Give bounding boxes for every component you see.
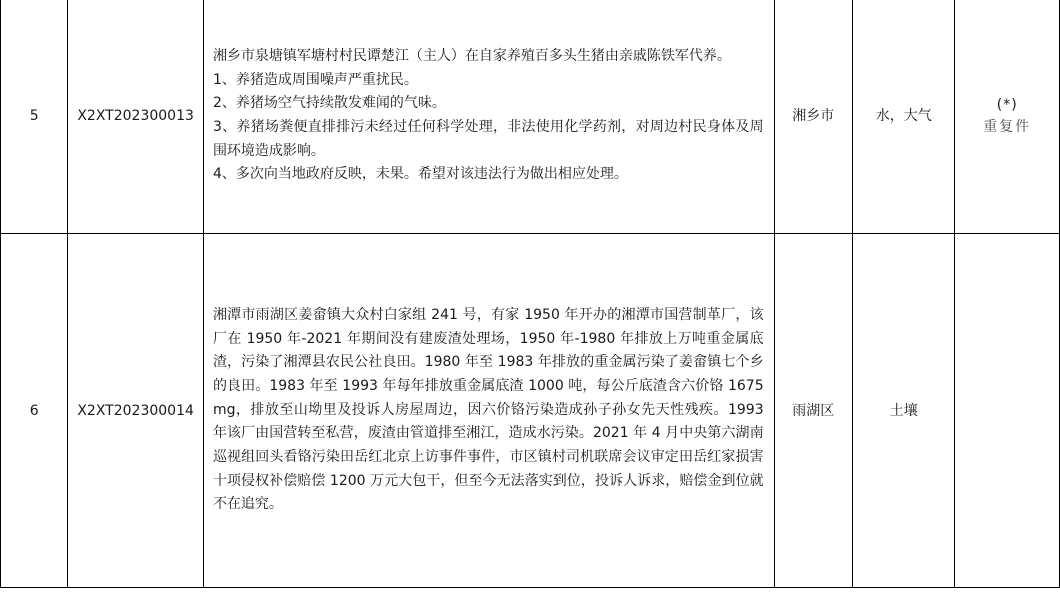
complaint-content-cell bbox=[203, 0, 774, 234]
row-number-cell: 6 bbox=[1, 234, 68, 588]
case-id-cell: X2XT202300013 bbox=[68, 0, 204, 234]
content-line: 4、多次向当地政府反映，未果。希望对该违法行为做出相应处理。 bbox=[212, 166, 628, 183]
content-line: 1、养猪造成周围噪声严重扰民。 bbox=[212, 71, 418, 88]
repeat-mark: (*) bbox=[996, 97, 1018, 113]
case-id-cell: X2XT202300014 bbox=[68, 234, 204, 588]
note-cell bbox=[955, 234, 1060, 588]
table-row bbox=[1, 234, 1060, 588]
table-row bbox=[1, 0, 1060, 234]
pollution-type-cell: 土壤 bbox=[852, 234, 954, 588]
complaint-content bbox=[204, 45, 774, 187]
region-cell: 雨湖区 bbox=[774, 234, 852, 588]
note-cell bbox=[955, 0, 1060, 234]
content-line: 湘乡市泉塘镇军塘村村民谭楚江（主人）在自家养殖百多头生猪由亲戚陈铁军代养。 bbox=[212, 47, 731, 64]
content-line: 2、养猪场空气持续散发难闻的气味。 bbox=[212, 95, 446, 112]
complaint-content-cell bbox=[203, 234, 774, 588]
row-number-cell: 5 bbox=[1, 0, 68, 234]
pollution-type-cell: 水，大气 bbox=[852, 0, 954, 234]
content-line: 3、养猪场粪便直排排污未经过任何科学处理，非法使用化学药剂，对周边村民身体及周围环境造成影响。 bbox=[212, 119, 764, 159]
region-cell: 湘乡市 bbox=[774, 0, 852, 234]
complaint-content bbox=[204, 304, 774, 517]
content-line: 湘潭市雨湖区姜畲镇大众村白家组 241 号，有家 1950 年开办的湘潭市国营制革厂，该厂在 1950 年-2021 年期间没有建废渣处理场，1950 年-1980 年排放上万吨重金属底渣，污染了湘潭县农民公社良田。1980 年至 1983 年排放的重金属污染了姜畲镇七个乡的良田。1983 年至 1993 年每年排放重金属底渣 1000 吨，每公斤底渣含六价铬 1675mg，排放至山坳里及投诉人房屋周边，因六价铬污染造成孙子孙女先天性残疾。1993 年该厂由国营转至私营，废渣由管道排至湘江，造成水污染。2021 年 4 月中央第六湖南巡视组回头看铬污染田岳红北京上访事件事件，市区镇村司机联席会议审定田岳红家损害十项侵权补偿赔偿 1200 万元大包干，但至今无法落实到位，投诉人诉求，赔偿金到位就不在追究。 bbox=[212, 306, 764, 513]
repeat-label: 重复件 bbox=[983, 119, 1032, 135]
